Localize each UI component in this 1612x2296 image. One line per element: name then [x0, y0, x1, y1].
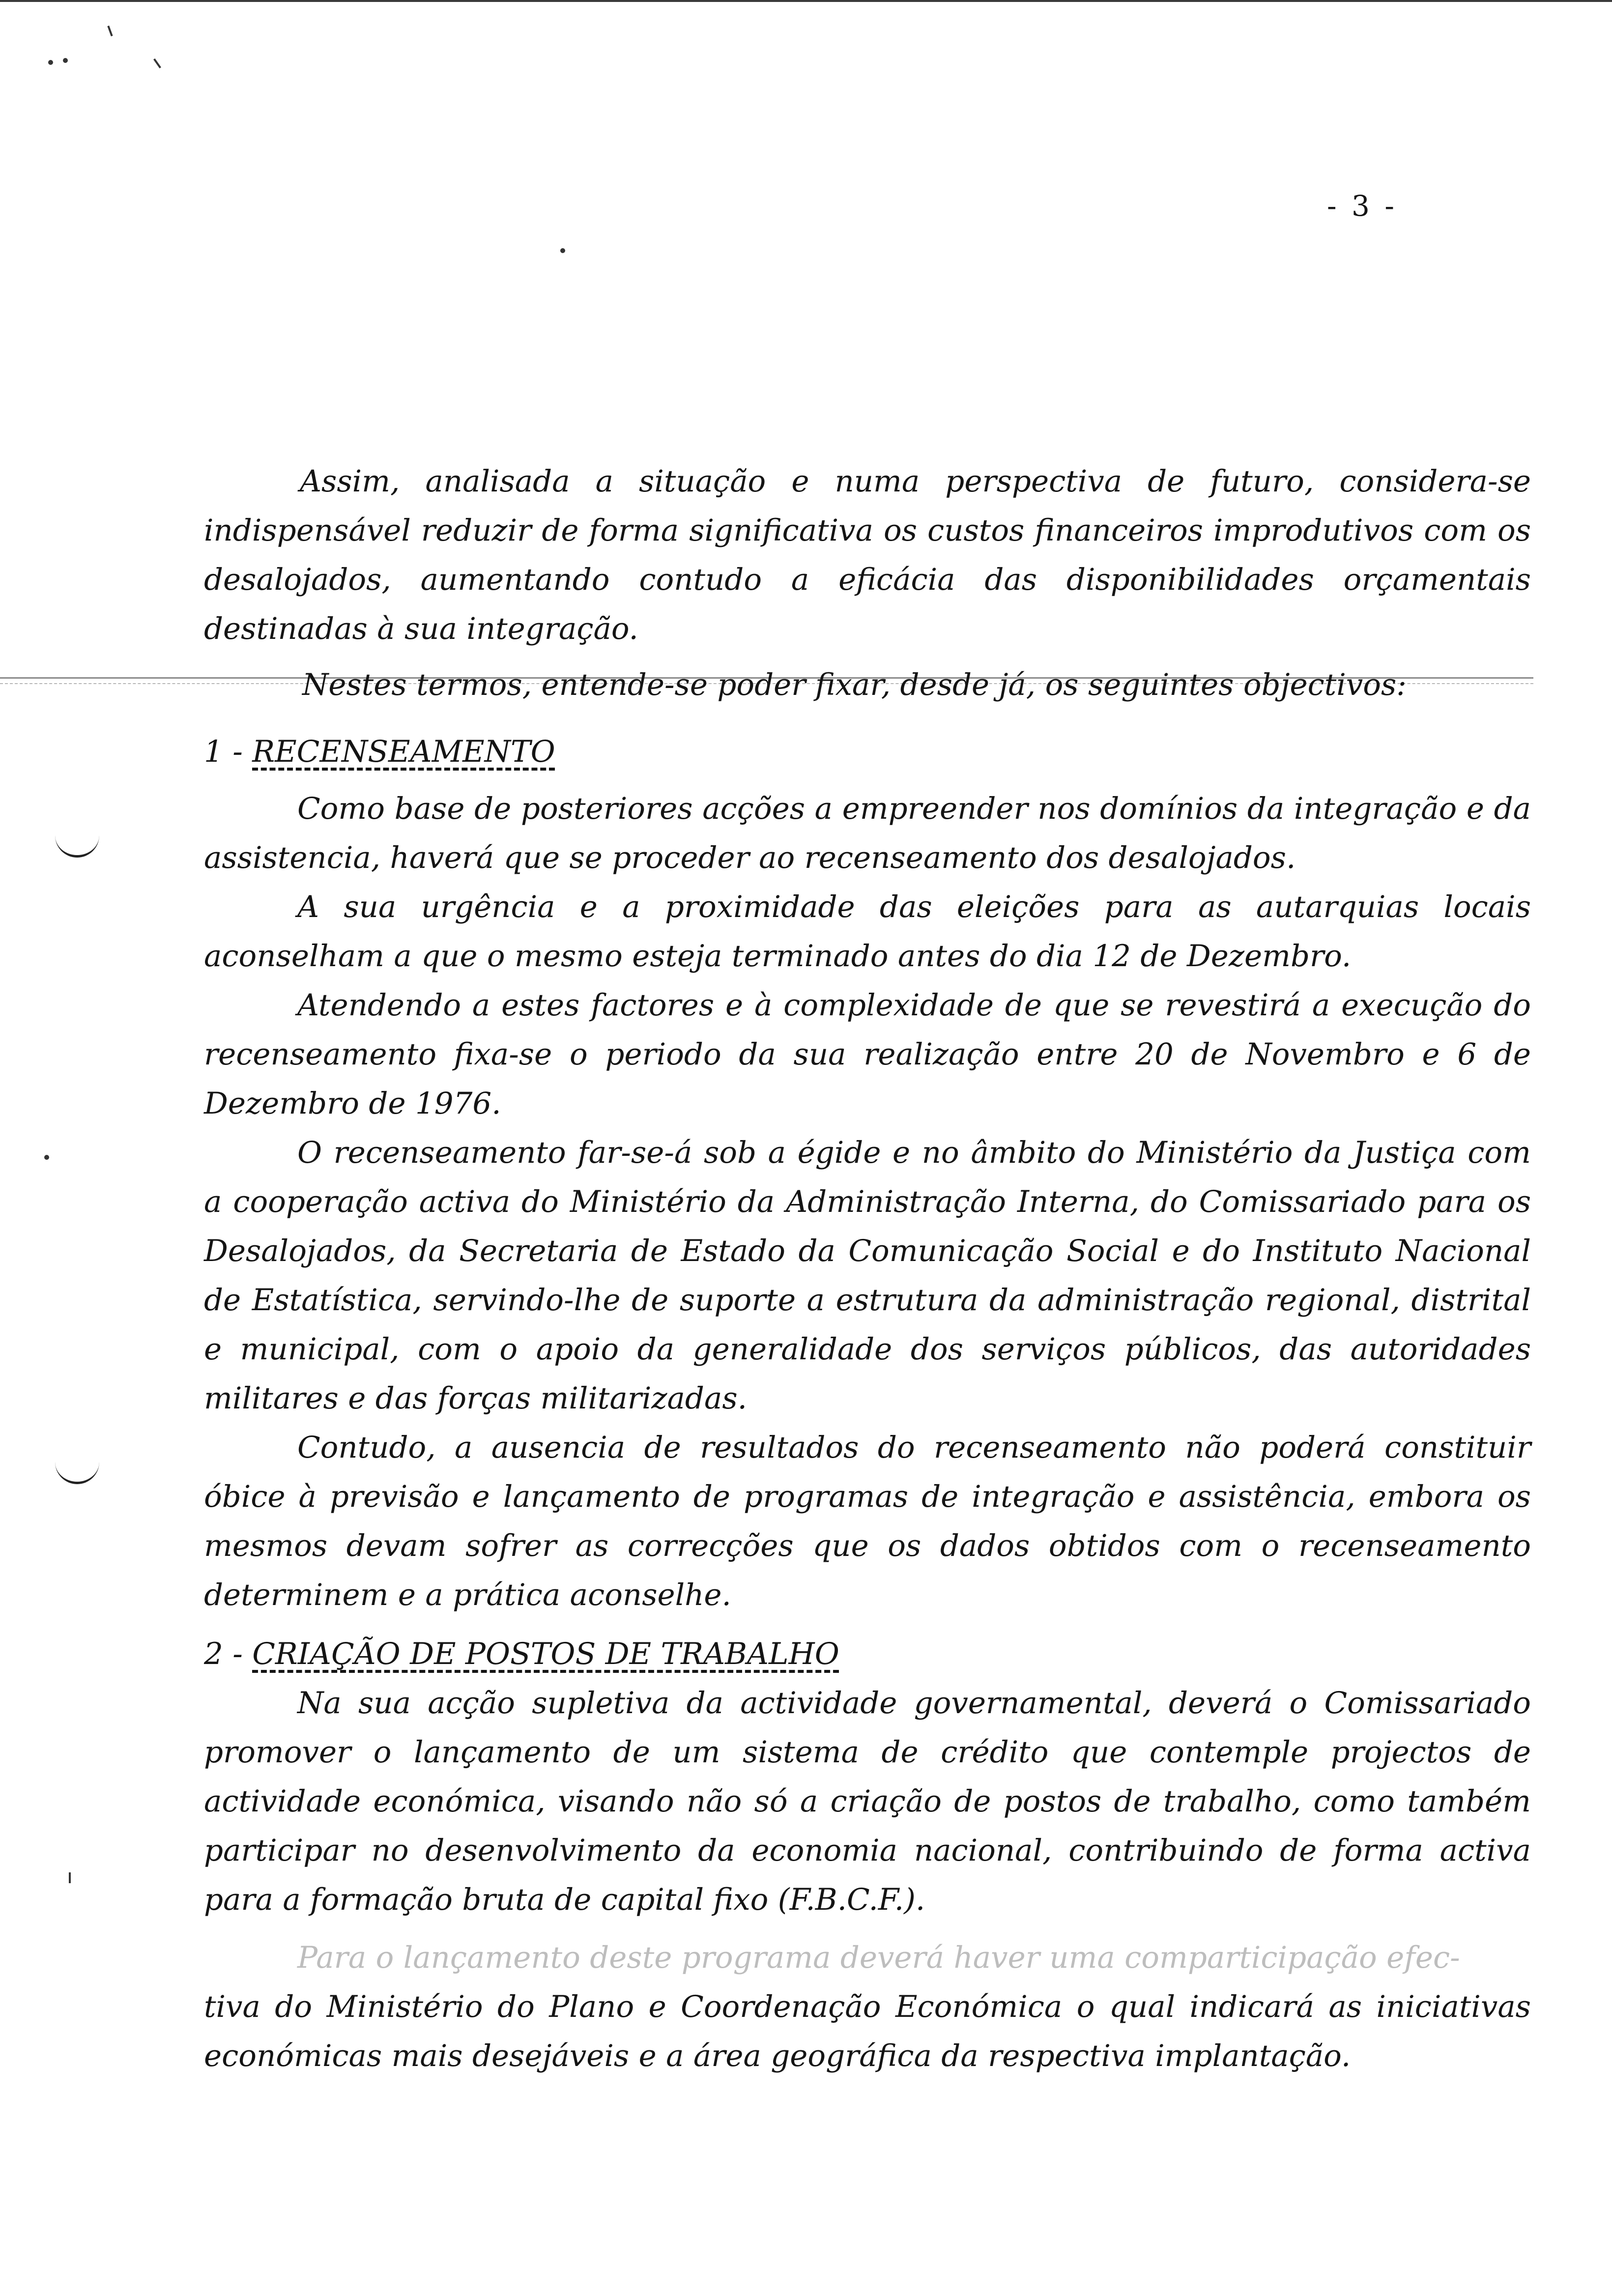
section1-paragraph: Atendendo a estes factores e à complexidade de que se revestirá a execução do recenseamento fixa-se o periodo da sua realização entre 20 de Novembro e 6 de Dezembro de 1976. [204, 988, 1531, 1121]
document-body [204, 457, 1531, 2081]
top-edge-rule [0, 0, 1612, 2]
section-title: RECENSEAMENTO [252, 734, 555, 769]
section1-paragraph: O recenseamento far-se-á sob a égide e no âmbito do Ministério da Justiça com a cooperação activa do Ministério da Administração Interna, do Comissariado para os Desalojados, da Secretaria de Estado da Comunicação Social e do Instituto Nacional de Estatística, servindo-lhe de suporte a estrutura da administração regional, distrital e municipal, com o apoio da generalidade dos serviços públicos, das autoridades militares e das forças militarizadas. [204, 1135, 1531, 1416]
scan-speck [48, 60, 53, 65]
scan-speck [560, 248, 565, 253]
scan-speck [153, 58, 161, 68]
intro-paragraph: Assim, analisada a situação e numa perspectiva de futuro, considera-se indispensável reduzir de forma significativa os custos financeiros improdutivos com os desalojados, aumentando contudo a eficácia das disponibilidades orçamentais destinadas à sua integração. [204, 464, 1531, 646]
section-heading-recenseamento [204, 727, 1531, 776]
scan-speck [107, 26, 113, 36]
scan-speck [63, 58, 68, 63]
section-number: 1 - [204, 734, 243, 769]
objectives-intro: Nestes termos, entende-se poder fixar, desde já, os seguintes objectivos: [302, 667, 1407, 702]
section1-paragraph: A sua urgência e a proximidade das eleições para as autarquias locais aconselham a que o mesmo esteja terminado antes do dia 12 de Dezembro. [204, 890, 1531, 974]
section1-paragraph: Contudo, a ausencia de resultados do recenseamento não poderá constituir óbice à previsão e lançamento de programas de integração e assistência, embora os mesmos devam sofrer as correcções que os dados obtidos com o recenseamento determinem e a prática aconselhe. [204, 1430, 1531, 1612]
margin-pencil-mark [55, 1462, 99, 1484]
section-title: CRIAÇÃO DE POSTOS DE TRABALHO [252, 1636, 839, 1671]
margin-pencil-mark [55, 835, 99, 858]
section-heading-criacao-postos [204, 1630, 1531, 1679]
faded-line: Para o lançamento deste programa deverá haver uma comparticipação efec- [297, 1940, 1460, 1975]
section1-paragraph: Como base de posteriores acções a empreender nos domínios da integração e da assistencia, haverá que se proceder ao recenseamento dos desalojados. [204, 791, 1531, 875]
scan-speck [44, 1155, 49, 1160]
section2-final-paragraph: tiva do Ministério do Plano e Coordenação Económica o qual indicará as iniciativas económicas mais desejáveis e a área geográfica da respectiva implantação. [204, 1989, 1531, 2073]
scan-speck [69, 1872, 71, 1883]
section2-paragraph: Na sua acção supletiva da actividade governamental, deverá o Comissariado promover o lançamento de um sistema de crédito que contemple projectos de actividade económica, visando não só a criação de postos de trabalho, como também participar no desenvolvimento da economia nacional, contribuindo de forma activa para a formação bruta de capital fixo (F.B.C.F.). [204, 1686, 1531, 1917]
page-number: - 3 - [1327, 189, 1397, 223]
section-number: 2 - [204, 1636, 243, 1671]
